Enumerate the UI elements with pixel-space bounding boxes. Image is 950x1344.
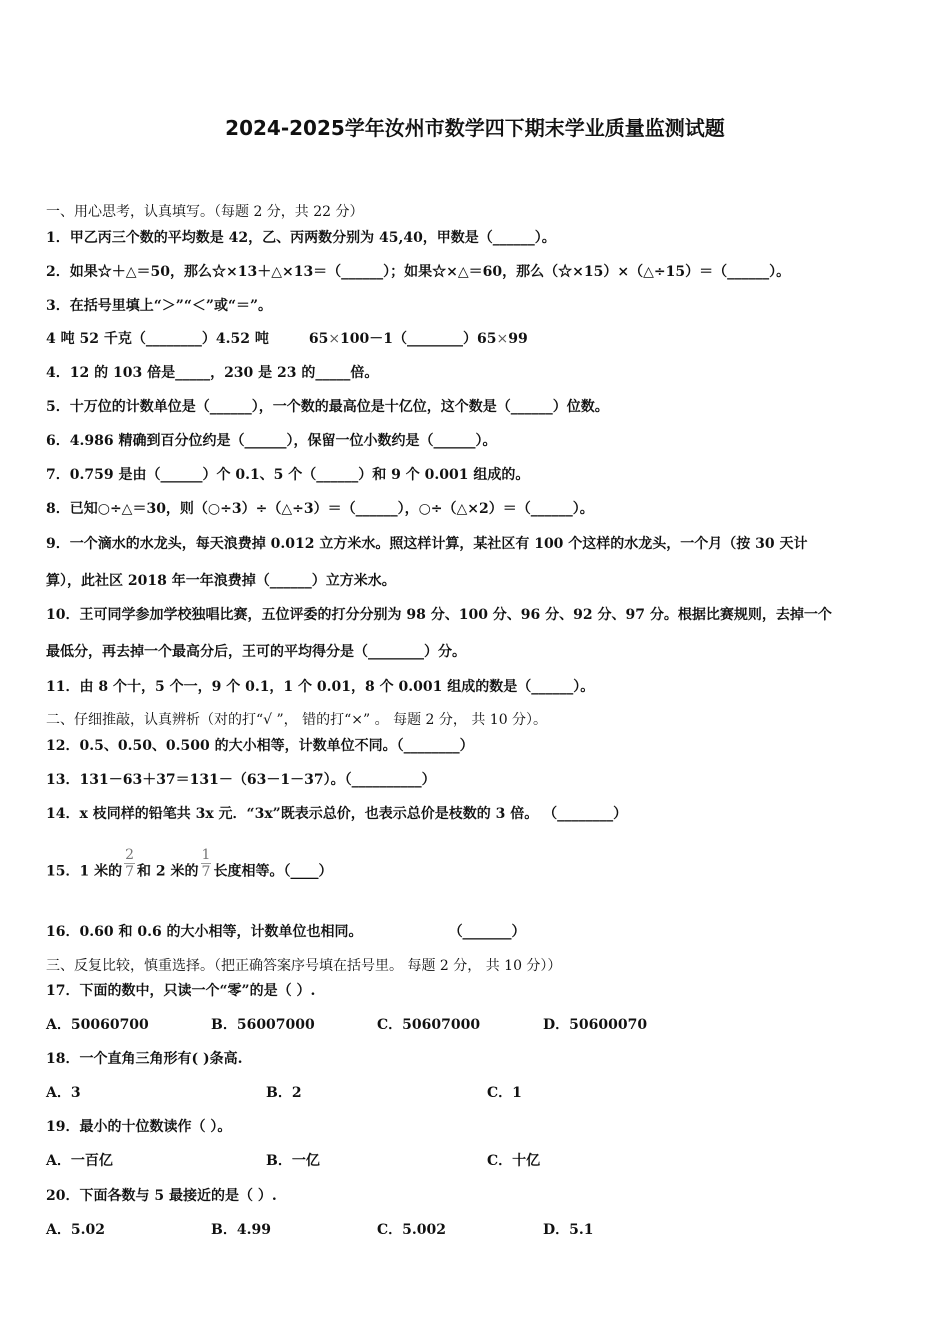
question-11: 11．由 8 个十，5 个一，9 个 0.1，1 个 0.01，8 个 0.001 组成的数是（______）。 bbox=[46, 679, 595, 695]
times-sign: × bbox=[328, 331, 341, 347]
question-19-options bbox=[46, 1152, 540, 1170]
q15-part-c: 长度相等。（____） bbox=[213, 863, 333, 880]
q15-part-a: 15．1 米的 bbox=[46, 863, 123, 880]
option-b[interactable]: B．56007000 bbox=[211, 1017, 315, 1033]
question-10-line-1: 10．王可同学参加学校独唱比赛，五位评委的打分分别为 98 分、100 分、96 分、92 分、97 分。根据比赛规则，去掉一个 bbox=[46, 607, 832, 623]
question-7: 7．0.759 是由（______）个 0.1、5 个（______）和 9 个 0.001 组成的。 bbox=[46, 467, 530, 483]
question-15 bbox=[46, 847, 333, 888]
question-12: 12．0.5、0.50、0.500 的大小相等，计数单位不同。（________） bbox=[46, 738, 474, 754]
option-a[interactable]: A．3 bbox=[46, 1085, 81, 1101]
question-20-options bbox=[46, 1221, 594, 1239]
question-10-line-2: 最低分，再去掉一个最高分后，王可的平均得分是（________）分。 bbox=[46, 644, 466, 660]
question-14: 14．x 枝同样的铅笔共 3x 元．“3x”既表示总价，也表示总价是枝数的 3 倍。 （________） bbox=[46, 806, 628, 822]
q3-item-a: 4 吨 52 千克（________）4.52 吨 bbox=[46, 331, 269, 347]
option-b[interactable]: B．2 bbox=[266, 1085, 302, 1101]
question-17: 17．下面的数中，只读一个“零”的是（ ）. bbox=[46, 983, 316, 999]
option-d[interactable]: D．50600070 bbox=[543, 1017, 648, 1033]
section-2-heading: 二、仔细推敲，认真辨析（对的打“√ ”， 错的打“×” 。 每题 2 分， 共 10 分）。 bbox=[46, 712, 548, 728]
q15-part-b: 和 2 米的 bbox=[137, 863, 199, 880]
question-18-options bbox=[46, 1084, 522, 1102]
times-sign: × bbox=[496, 331, 509, 347]
question-5: 5．十万位的计数单位是（______），一个数的最高位是十亿位，这个数是（______）位数。 bbox=[46, 399, 609, 415]
q3-item-b-left: 65 bbox=[308, 331, 329, 347]
section-3-heading: 三、反复比较，慎重选择。（把正确答案序号填在括号里。 每题 2 分， 共 10 分）） bbox=[46, 958, 562, 974]
question-18: 18．一个直角三角形有( )条高. bbox=[46, 1051, 243, 1067]
question-4: 4．12 的 103 倍是_____，230 是 23 的_____倍。 bbox=[46, 365, 379, 381]
question-9-line-2: 算），此社区 2018 年一年浪费掉（______）立方米水。 bbox=[46, 573, 396, 589]
question-9-line-1: 9．一个滴水的水龙头，每天浪费掉 0.012 立方米水。照这样计算，某社区有 100 个这样的水龙头，一个月（按 30 天计 bbox=[46, 536, 808, 552]
question-13: 13．131－63＋37＝131－（63－1－37）。（__________） bbox=[46, 772, 436, 788]
question-3: 3．在括号里填上“＞”“＜”或“＝”。 bbox=[46, 298, 273, 314]
question-1: 1．甲乙丙三个数的平均数是 42，乙、丙两数分别为 45,40，甲数是（______）。 bbox=[46, 230, 556, 246]
question-3-items bbox=[46, 330, 528, 348]
option-c[interactable]: C．50607000 bbox=[377, 1017, 481, 1033]
fraction-two-sevenths: $\frac{2}{7}$ bbox=[125, 847, 135, 880]
section-1-heading: 一、用心思考，认真填写。（每题 2 分，共 22 分） bbox=[46, 204, 364, 220]
question-20: 20．下面各数与 5 最接近的是（ ）. bbox=[46, 1188, 277, 1204]
option-c[interactable]: C．5.002 bbox=[377, 1222, 446, 1238]
option-b[interactable]: B．4.99 bbox=[211, 1222, 271, 1238]
q3-item-b-right: 99 bbox=[508, 331, 528, 347]
option-c[interactable]: C．十亿 bbox=[487, 1153, 541, 1169]
question-8: 8．已知○÷△＝30，则（○÷3）÷（△÷3）＝（______），○÷（△×2）＝（______）。 bbox=[46, 501, 594, 517]
page-title: 2024-2025学年汝州市数学四下期末学业质量监测试题 bbox=[225, 116, 725, 140]
q3-item-b-mid: 100－1（________）65 bbox=[340, 331, 497, 347]
option-a[interactable]: A．一百亿 bbox=[46, 1153, 113, 1169]
question-16: 16．0.60 和 0.6 的大小相等，计数单位也相同。 （_______） bbox=[46, 924, 526, 940]
option-c[interactable]: C．1 bbox=[487, 1085, 522, 1101]
option-b[interactable]: B．一亿 bbox=[266, 1153, 320, 1169]
question-6: 6．4.986 精确到百分位约是（______），保留一位小数约是（______）。 bbox=[46, 433, 497, 449]
question-2: 2．如果☆＋△＝50，那么☆×13＋△×13＝（______）；如果☆×△＝60，那么（☆×15）×（△÷15）＝（______）。 bbox=[46, 264, 791, 280]
option-a[interactable]: A．5.02 bbox=[46, 1222, 105, 1238]
fraction-one-seventh: $\frac{1}{7}$ bbox=[201, 847, 211, 880]
question-19: 19．最小的十位数读作（ ）。 bbox=[46, 1119, 232, 1135]
option-d[interactable]: D．5.1 bbox=[543, 1222, 594, 1238]
question-17-options bbox=[46, 1016, 647, 1034]
option-a[interactable]: A．50060700 bbox=[46, 1017, 149, 1033]
q16-blank: （_______） bbox=[448, 924, 526, 940]
